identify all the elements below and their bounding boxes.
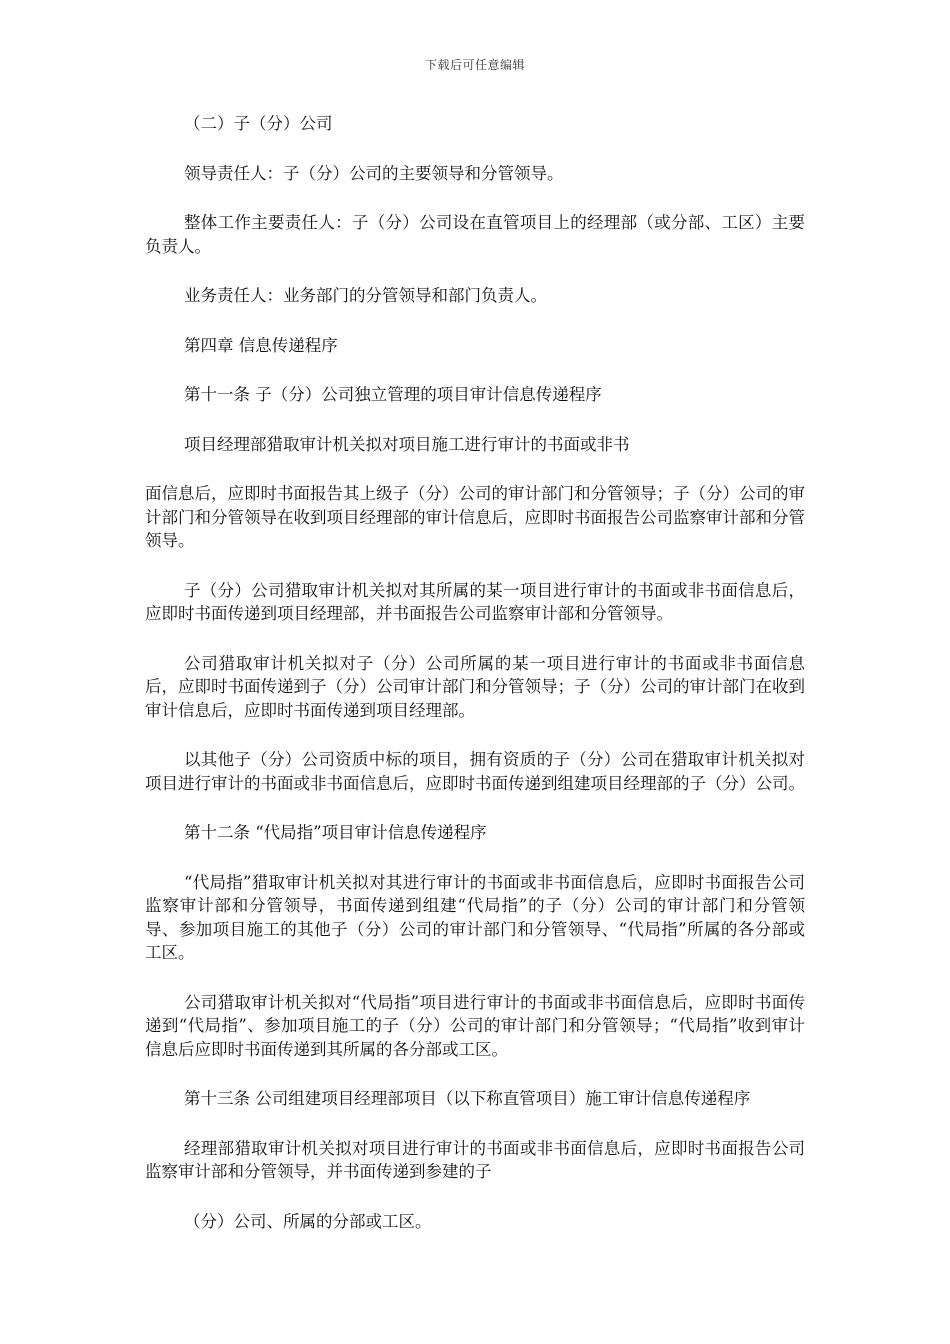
article-11-heading: 第十一条 子（分）公司独立管理的项目审计信息传递程序 <box>184 385 602 404</box>
paragraph-article-11-d: 公司猎取审计机关拟对子（分）公司所属的某一项目进行审计的书面或非书面信息后，应即时书面传递到子（分）公司审计部门和分管领导；子（分）公司的审计部门在收到审计信息后，应即时书面传递到项目经理部。 <box>145 653 805 720</box>
page-header: 下载后可任意编辑 <box>424 58 525 72</box>
paragraph-article-11-e: 以其他子（分）公司资质中标的项目，拥有资质的子（分）公司在猎取审计机关拟对项目进行审计的书面或非书面信息后，应即时书面传递到组建项目经理部的子（分）公司。 <box>145 750 805 793</box>
paragraph-article-13-b: （分）公司、所属的分部或工区。 <box>184 1211 432 1231</box>
paragraph-article-13-a: 经理部猎取审计机关拟对项目进行审计的书面或非书面信息后，应即时书面报告公司监察审计部和分管领导，并书面传递到参建的子 <box>145 1138 805 1181</box>
article-12-heading: 第十二条 “代局指”项目审计信息传递程序 <box>184 823 487 842</box>
paragraph-overall-responsible: 整体工作主要责任人：子（分）公司设在直管项目上的经理部（或分部、工区）主要负责人。 <box>145 213 805 256</box>
paragraph-article-11-c: 子（分）公司猎取审计机关拟对其所属的某一项目进行审计的书面或非书面信息后，应即时书面传递到项目经理部，并书面报告公司监察审计部和分管领导。 <box>145 580 805 623</box>
chapter-heading-4: 第四章 信息传递程序 <box>184 335 338 355</box>
paragraph-article-11-a: 项目经理部猎取审计机关拟对项目施工进行审计的书面或非书 <box>184 434 630 454</box>
paragraph-business-responsible: 业务责任人：业务部门的分管领导和部门负责人。 <box>184 286 547 305</box>
paragraph-leader-responsible: 领导责任人：子（分）公司的主要领导和分管领导。 <box>184 163 564 183</box>
paragraph-article-11-b: 面信息后，应即时书面报告其上级子（分）公司的审计部门和分管领导；子（分）公司的审计部门和分管领导在收到项目经理部的审计信息后，应即时书面报告公司监察审计部和分管领导。 <box>145 484 805 550</box>
paragraph-article-12-a: “代局指”猎取审计机关拟对其进行审计的书面或非书面信息后，应即时书面报告公司监察审计部和分管领导，书面传递到组建“代局指”的子（分）公司的审计部门和分管领导、参加项目施工的其他子（分）公司的审计部门和分管领导、“代局指”所属的各分部或工区。 <box>145 872 805 962</box>
article-13-heading: 第十三条 公司组建项目经理部项目（以下称直管项目）施工审计信息传递程序 <box>184 1089 751 1108</box>
paragraph-subsidiary-heading: （二）子（分）公司 <box>184 114 333 133</box>
document-body <box>145 112 805 1259</box>
paragraph-article-12-b: 公司猎取审计机关拟对“代局指”项目进行审计的书面或非书面信息后，应即时书面传递到“代局指”、参加项目施工的子（分）公司的审计部门和分管领导；“代局指”收到审计信息后应即时书面传递到其所属的各分部或工区。 <box>145 992 805 1059</box>
